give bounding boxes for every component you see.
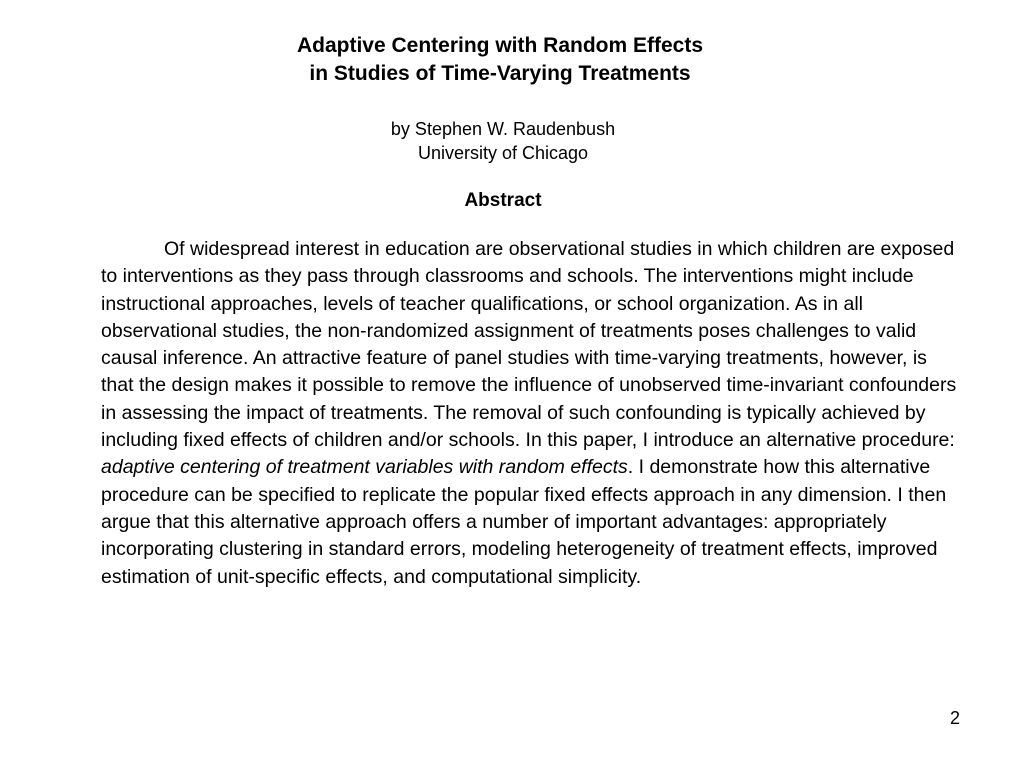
author-name: by Stephen W. Raudenbush bbox=[390, 119, 616, 139]
author-affiliation: University of Chicago bbox=[417, 143, 589, 163]
page-number: 2 bbox=[950, 708, 961, 728]
paper-title bbox=[0, 32, 1000, 88]
abstract-text-part-2: . I demonstrate how this alternative procedure can be specified to replicate the popular fixed effects approach in any dimension. I then argue that this alternative approach offers a number of important advantages: appropriately incorporating clustering in standard errors, modeling heterogeneity of treatment effects, improved estimation of unit-specific effects, and computational simplicity. bbox=[101, 456, 947, 588]
byline bbox=[0, 117, 1006, 165]
title-line-2: in Studies of Time-Varying Treatments bbox=[309, 62, 691, 85]
abstract-text-part-1: Of widespread interest in education are observational studies in which children are exposed to interventions as they pass through classrooms and schools. The interventions might include instructional approaches, levels of teacher qualifications, or school organization. As in all observational studies, the non-randomized assignment of treatments poses challenges to valid causal inference. An attractive feature of panel studies with time-varying treatments, however, is that the design makes it possible to remove the influence of unobserved time-invariant confounders in assessing the impact of treatments. The removal of such confounding is typically achieved by including fixed effects of children and/or schools. In this paper, I introduce an alternative procedure: bbox=[101, 238, 957, 452]
abstract-italic-phrase: adaptive centering of treatment variables with random effects bbox=[101, 456, 628, 479]
abstract-heading: Abstract bbox=[464, 190, 542, 211]
title-line-1: Adaptive Centering with Random Effects bbox=[296, 34, 704, 57]
abstract-paragraph bbox=[101, 236, 961, 591]
